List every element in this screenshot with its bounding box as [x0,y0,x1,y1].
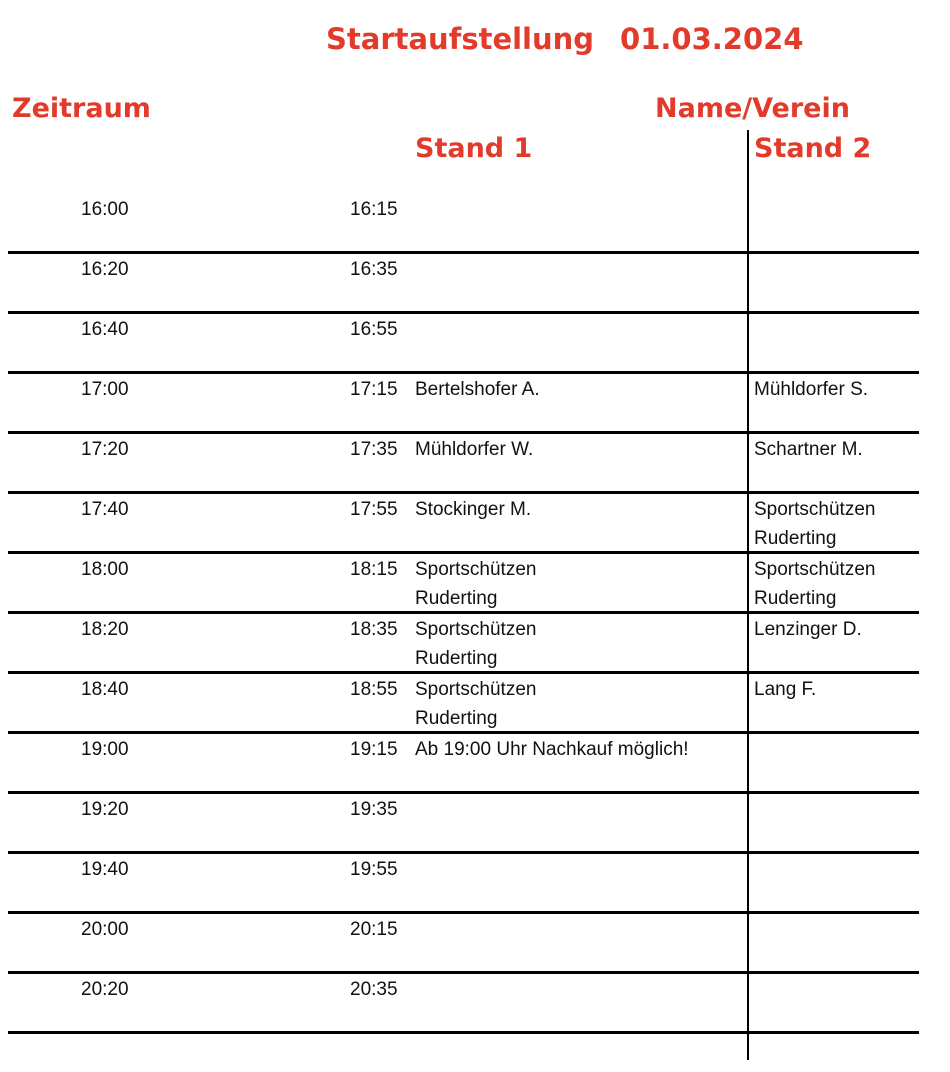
stand1-entry: Sportschützen Ruderting [415,679,537,729]
time-start: 18:20 [81,619,129,640]
header-stand2: Stand 2 [754,133,872,164]
table-row [0,675,950,735]
time-start: 20:00 [81,919,129,940]
time-end: 16:55 [350,319,398,340]
row-divider [8,731,919,734]
row-divider [8,671,919,674]
table-row [0,255,950,315]
time-end: 19:15 [350,739,398,760]
table-row [0,315,950,375]
time-start: 19:00 [81,739,129,760]
time-end: 18:55 [350,679,398,700]
header-stand1: Stand 1 [415,133,533,164]
time-start: 16:20 [81,259,129,280]
table-row [0,555,950,615]
table-row [0,435,950,495]
table-row [0,495,950,555]
stand2-entry: Schartner M. [754,439,863,460]
time-end: 20:35 [350,979,398,1000]
table-row [0,975,950,1035]
time-end: 17:15 [350,379,398,400]
row-divider [8,851,919,854]
row-divider [8,311,919,314]
stand2-entry: Lang F. [754,679,817,700]
header-name-verein: Name/Verein [655,93,850,124]
row-divider [8,371,919,374]
title-text: Startaufstellung [326,22,595,56]
stand1-entry: Sportschützen Ruderting [415,559,537,609]
row-divider [8,1031,919,1034]
stand1-entry: Mühldorfer W. [415,439,534,460]
time-end: 19:55 [350,859,398,880]
time-start: 17:00 [81,379,129,400]
time-end: 18:15 [350,559,398,580]
time-end: 17:35 [350,439,398,460]
table-row [0,615,950,675]
time-start: 19:40 [81,859,129,880]
row-divider [8,911,919,914]
time-start: 17:20 [81,439,129,460]
table-row [0,795,950,855]
header-zeitraum: Zeitraum [12,93,151,124]
time-start: 20:20 [81,979,129,1000]
table-row [0,855,950,915]
page-title [326,22,804,56]
stand2-entry: Sportschützen Ruderting [754,559,876,609]
time-start: 17:40 [81,499,129,520]
stand2-entry: Mühldorfer S. [754,379,869,400]
stand1-entry: Ab 19:00 Uhr Nachkauf möglich! [415,739,689,760]
table-row [0,735,950,795]
time-end: 18:35 [350,619,398,640]
time-start: 18:00 [81,559,129,580]
time-end: 16:35 [350,259,398,280]
row-divider [8,491,919,494]
table-row [0,375,950,435]
row-divider [8,431,919,434]
time-start: 16:40 [81,319,129,340]
time-end: 17:55 [350,499,398,520]
row-divider [8,251,919,254]
row-divider [8,971,919,974]
stand2-entry: Lenzinger D. [754,619,862,640]
row-divider [8,791,919,794]
row-divider [8,551,919,554]
time-start: 19:20 [81,799,129,820]
stand1-entry: Sportschützen Ruderting [415,619,537,669]
stand1-entry: Bertelshofer A. [415,379,540,400]
time-start: 18:40 [81,679,129,700]
table-row [0,195,950,255]
table-row [0,915,950,975]
time-start: 16:00 [81,199,129,220]
title-date: 01.03.2024 [620,22,804,56]
row-divider [8,611,919,614]
stand1-entry: Stockinger M. [415,499,532,520]
time-end: 20:15 [350,919,398,940]
stand2-entry: Sportschützen Ruderting [754,499,876,549]
time-end: 16:15 [350,199,398,220]
time-end: 19:35 [350,799,398,820]
